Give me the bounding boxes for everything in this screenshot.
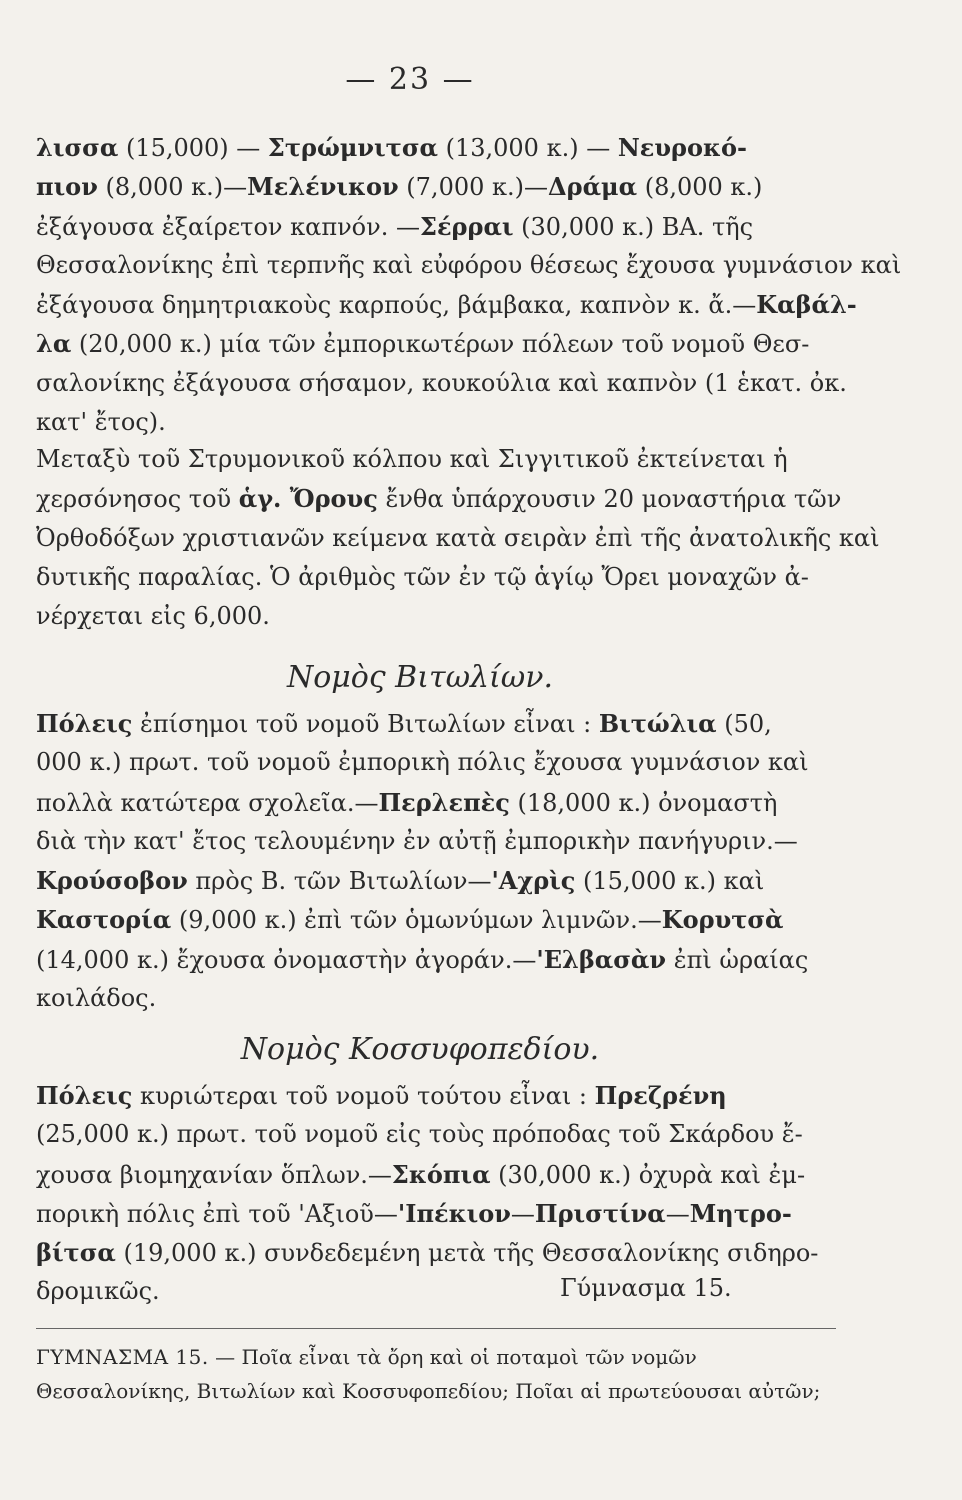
- footnote-divider: [36, 1328, 836, 1329]
- text-segment: (7,000 κ.)—: [398, 173, 548, 202]
- text-segment: (9,000 κ.) ἐπὶ τῶν ὁμωνύμων λιμνῶν.—: [171, 906, 662, 935]
- place-name: 'Αχρὶς: [491, 866, 576, 896]
- text-segment: (19,000 κ.) συνδεδεμένη μετὰ τῆς Θεσσαλονίκης σιδηρο-: [115, 1239, 819, 1268]
- text-line: [36, 440, 836, 479]
- text-segment: (50,: [716, 710, 772, 738]
- text-segment: —: [665, 1199, 690, 1228]
- place-name: ἁγ. Ὄρους: [238, 484, 378, 514]
- exercise-question-1: — Ποῖα εἶναι τὰ ὄρη καὶ οἱ ποταμοὶ τῶν νομῶν: [208, 1345, 697, 1369]
- place-name: λισσα: [36, 133, 119, 162]
- text-segment: πολλὰ κατώτερα σχολεῖα.—: [36, 788, 379, 817]
- place-name: Κρούσοβον: [36, 866, 188, 896]
- text-line: [36, 285, 857, 324]
- text-line: [36, 403, 836, 442]
- text-line: [36, 861, 836, 900]
- place-name: Πόλεις: [36, 709, 133, 738]
- place-name: λα: [36, 329, 72, 359]
- paragraph-vitolia-cities: [36, 704, 836, 1018]
- text-segment: πορικὴ πόλις ἐπὶ τοῦ 'Αξιοῦ—: [36, 1199, 398, 1228]
- text-line: [36, 1155, 836, 1194]
- text-line: [36, 822, 836, 861]
- text-segment: ἐξάγουσα δημητριακοὺς καρπούς, βάμβακα, καπνὸν κ. ἄ.—: [36, 291, 757, 320]
- page-number: — 23 —: [345, 62, 475, 97]
- place-name: Στρώμνιτσα: [267, 133, 438, 162]
- paragraph-macedonia-cities: [36, 128, 902, 442]
- text-segment: (15,000) —: [118, 134, 268, 162]
- text-segment: (8,000 κ.): [637, 173, 763, 202]
- place-name: Πόλεις: [36, 1081, 133, 1110]
- place-name: πιον: [36, 172, 98, 202]
- text-line: [36, 207, 836, 246]
- text-line: [36, 479, 842, 518]
- place-name: Σέρραι: [419, 211, 514, 241]
- text-segment: ἐξάγουσα ἐξαίρετον καπνόν. —: [36, 212, 420, 241]
- text-line: [36, 364, 847, 403]
- text-segment: σαλονίκης ἐξάγουσα σήσαμον, κουκούλια καὶ καπνὸν (1 ἑκατ. ὀκ.: [36, 368, 847, 397]
- section-heading-vitolia: Νομὸς Βιτωλίων.: [286, 660, 554, 695]
- text-segment: χουσα βιομηχανίαν ὅπλων.—: [36, 1160, 392, 1189]
- text-line: [36, 1194, 836, 1233]
- text-line: [36, 128, 836, 167]
- text-segment: πρὸς Β. τῶν Βιτωλίων—: [187, 867, 492, 896]
- text-segment: (25,000 κ.) πρωτ. τοῦ νομοῦ εἰς τοὺς πρόποδας τοῦ Σκάρδου ἔ-: [36, 1120, 803, 1149]
- place-name: Μητρο-: [689, 1198, 792, 1228]
- text-line: [36, 597, 836, 636]
- place-name: Σκόπια: [391, 1159, 491, 1189]
- exercise-reference: Γύμνασμα 15.: [560, 1274, 732, 1302]
- place-name: Καβάλ-: [756, 290, 857, 320]
- text-line: [36, 783, 836, 822]
- text-line: [36, 558, 836, 597]
- text-segment: κοιλάδος.: [36, 984, 157, 1013]
- text-segment: Θεσσαλονίκης ἐπὶ τερπνῆς καὶ εὐφόρου θέσεως ἔχουσα γυμνάσιον καὶ: [36, 250, 902, 279]
- text-segment: (15,000 κ.) καὶ: [575, 867, 765, 896]
- place-name: Πρεζρένη: [594, 1081, 727, 1110]
- text-segment: (18,000 κ.) ὀνομαστὴ: [509, 788, 778, 817]
- text-line: [36, 246, 902, 285]
- place-name: 'Ιπέκιον: [397, 1198, 511, 1228]
- text-segment: —: [510, 1199, 535, 1228]
- section-heading-kossyfopedio: Νομὸς Κοσσυφοπεδίου.: [240, 1032, 600, 1067]
- text-segment: (13,000 κ.) —: [437, 134, 618, 162]
- text-segment: κατ' ἔτος).: [36, 408, 166, 437]
- text-segment: (8,000 κ.)—: [97, 173, 248, 202]
- text-line: [36, 940, 836, 979]
- text-line: [36, 519, 880, 558]
- place-name: Δράμα: [548, 172, 638, 202]
- text-line: [36, 324, 836, 363]
- text-segment: Ὀρθοδόξων χριστιανῶν κείμενα κατὰ σειρὰν ἐπὶ τῆς ἀνατολικῆς καὶ: [36, 523, 880, 552]
- exercise-footnote: [36, 1340, 856, 1408]
- text-segment: ἐπίσημοι τοῦ νομοῦ Βιτωλίων εἶναι :: [132, 710, 599, 738]
- text-line: [36, 979, 836, 1018]
- text-line: [36, 704, 836, 743]
- text-segment: ἔνθα ὑπάρχουσιν 20 μοναστήρια τῶν: [377, 485, 842, 514]
- text-line: [36, 1233, 836, 1272]
- place-name: Πριστίνα: [534, 1198, 666, 1228]
- place-name: Μελένικον: [247, 172, 399, 202]
- text-segment: δυτικῆς παραλίας. Ὁ ἀριθμὸς τῶν ἐν τῷ ἁγίῳ Ὄρει μοναχῶν ἀ-: [36, 562, 809, 591]
- text-line: [36, 1115, 836, 1154]
- text-segment: (30,000 κ.) ὀχυρὰ καὶ ἐμ-: [490, 1160, 806, 1189]
- text-segment: 000 κ.) πρωτ. τοῦ νομοῦ ἐμπορικὴ πόλις ἔχουσα γυμνάσιον καὶ: [36, 748, 809, 777]
- exercise-line-2: Θεσσαλονίκης, Βιτωλίων καὶ Κοσσυφοπεδίου; Ποῖαι αἱ πρωτεύουσαι αὐτῶν;: [36, 1379, 821, 1403]
- paragraph-mount-athos: [36, 440, 880, 636]
- place-name: Περλεπὲς: [378, 787, 510, 817]
- text-segment: νέρχεται εἰς 6,000.: [36, 602, 270, 631]
- exercise-label: ΓΥΜΝΑΣΜΑ 15.: [36, 1345, 209, 1369]
- place-name: Βιτώλια: [598, 709, 717, 738]
- text-line: [36, 743, 836, 782]
- text-segment: χερσόνησος τοῦ: [36, 485, 239, 514]
- exercise-line-1: [36, 1340, 856, 1374]
- text-line: [36, 900, 836, 939]
- place-name: 'Ελβασὰν: [536, 944, 667, 974]
- text-segment: (20,000 κ.) μία τῶν ἐμπορικωτέρων πόλεων τοῦ νομοῦ Θεσ-: [71, 330, 810, 359]
- place-name: Καστορία: [36, 905, 172, 935]
- text-line: [36, 167, 836, 206]
- place-name: βίτσα: [36, 1238, 116, 1268]
- text-segment: (30,000 κ.) ΒΑ. τῆς: [513, 212, 754, 241]
- text-segment: (14,000 κ.) ἔχουσα ὀνομαστὴν ἀγοράν.—: [36, 945, 537, 974]
- text-segment: διὰ τὴν κατ' ἔτος τελουμένην ἐν αὐτῇ ἐμπορικὴν πανήγυριν.—: [36, 826, 798, 855]
- text-segment: κυριώτεραι τοῦ νομοῦ τούτου εἶναι :: [132, 1082, 595, 1110]
- text-segment: ἐπὶ ὡραίας: [666, 945, 809, 974]
- place-name: Κορυτσὰ: [661, 905, 784, 935]
- place-name: Νευροκό-: [617, 133, 747, 162]
- text-segment: Μεταξὺ τοῦ Στρυμονικοῦ κόλπου καὶ Σιγγιτικοῦ ἐκτείνεται ἡ: [36, 445, 788, 473]
- text-line: [36, 1076, 836, 1115]
- text-segment: δρομικῶς.: [36, 1277, 160, 1306]
